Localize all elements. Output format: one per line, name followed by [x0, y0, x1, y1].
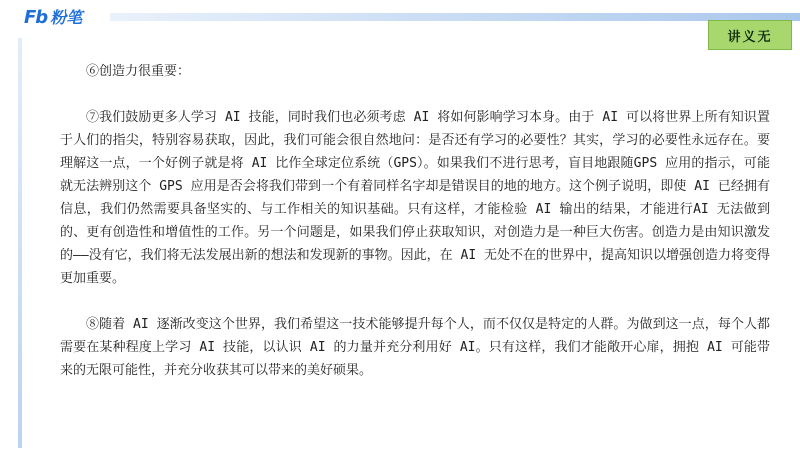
header	[0, 0, 800, 32]
paragraph-7: ⑦我们鼓励更多人学习 AI 技能，同时我们也必须考虑 AI 将如何影响学习本身。由于 AI 可以将世界上所有知识置于人们的指尖，特别容易获取，因此，我们可能会很自然地问：是否还有学习的必要性？其实，学习的必要性永远存在。要理解这一点，一个好例子就是将 AI 比作全球定位系统（GPS）。如果我们不进行思考，盲目地跟随GPS 应用的指示，可能就无法辨别这个 GPS 应用是否会将我们带到一个有着同样名字却是错误目的地的地方。这个例子说明，即使 AI 已经拥有信息，我们仍然需要具备坚实的、与工作相关的知识基础。只有这样，才能检验 AI 输出的结果，才能进行AI 无法做到的、更有创造性和增值性的工作。另一个问题是，如果我们停止获取知识，对创造力是一种巨大伤害。创造力是由知识激发的——没有它，我们将无法发展出新的想法和发现新的事物。因此，在 AI 无处不在的世界中，提高知识以增强创造力将变得更加重要。	[60, 110, 770, 286]
logo-text: 粉笔	[50, 8, 83, 27]
logo-mark: Fb	[24, 7, 48, 28]
section-heading: ⑥创造力很重要：	[86, 64, 191, 79]
handout-badge: 讲义无	[708, 20, 792, 50]
header-gradient-bar	[110, 13, 800, 21]
paragraph-8: ⑧随着 AI 逐渐改变这个世界，我们希望这一技术能够提升每个人，而不仅仅是特定的人群。为做到这一点，每个人都需要在某种程度上学习 AI 技能，以认识 AI 的力量并充分利用好 AI。只有这样，我们才能敞开心扉，拥抱 AI 可能带来的无限可能性，并充分收获其可以带来的美好硕果。	[60, 317, 770, 378]
document-body	[60, 60, 770, 382]
left-accent-bar	[18, 38, 22, 448]
fenbi-logo	[24, 7, 82, 29]
